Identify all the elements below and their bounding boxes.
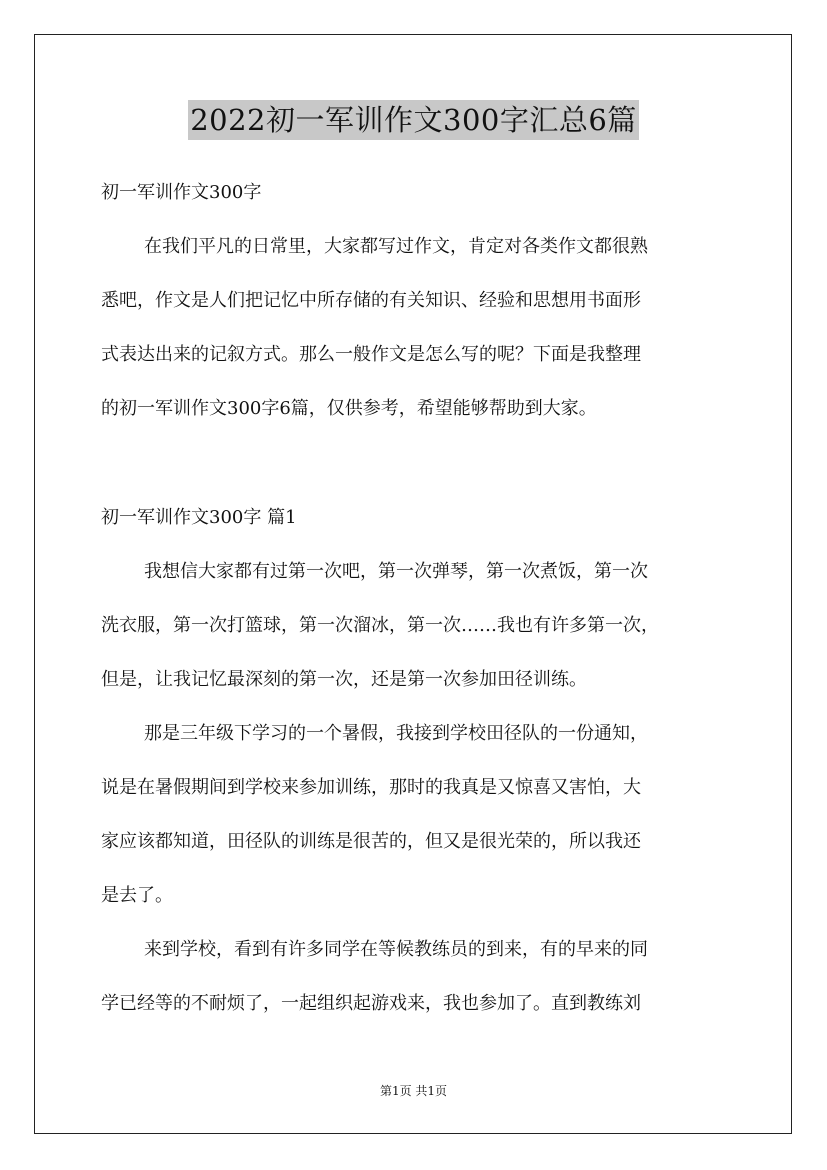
essay-heading: 初一军训作文300字 篇1 [101,507,297,528]
paragraph-line: 学已经等的不耐烦了，一起组织起游戏来，我也参加了。直到教练刘 [101,993,641,1014]
paragraph-line: 我想信大家都有过第一次吧，第一次弹琴，第一次煮饭，第一次 [144,561,648,582]
paragraph-line: 家应该都知道，田径队的训练是很苦的，但又是很光荣的，所以我还 [101,831,641,852]
intro-heading: 初一军训作文300字 [101,182,262,203]
paragraph-line: 但是，让我记忆最深刻的第一次，还是第一次参加田径训练。 [101,669,587,690]
paragraph-line: 来到学校，看到有许多同学在等候教练员的到来，有的早来的同 [144,939,648,960]
document-title: 2022初一军训作文300字汇总6篇 [188,100,639,140]
paragraph-line: 洗衣服，第一次打篮球，第一次溜冰，第一次……我也有许多第一次， [101,615,659,636]
paragraph-line: 式表达出来的记叙方式。那么一般作文是怎么写的呢？下面是我整理 [101,344,641,365]
title-container [0,100,827,140]
paragraph-line: 说是在暑假期间到学校来参加训练，那时的我真是又惊喜又害怕，大 [101,777,641,798]
page-footer: 第1页 共1页 [379,1084,448,1098]
paragraph-line: 悉吧，作文是人们把记忆中所存储的有关知识、经验和思想用书面形 [101,290,641,311]
paragraph-line: 的初一军训作文300字6篇，仅供参考，希望能够帮助到大家。 [101,398,597,419]
paragraph-line: 在我们平凡的日常里，大家都写过作文，肯定对各类作文都很熟 [144,236,648,257]
paragraph-line: 那是三年级下学习的一个暑假，我接到学校田径队的一份通知， [144,723,648,744]
paragraph-line: 是去了。 [101,885,173,906]
